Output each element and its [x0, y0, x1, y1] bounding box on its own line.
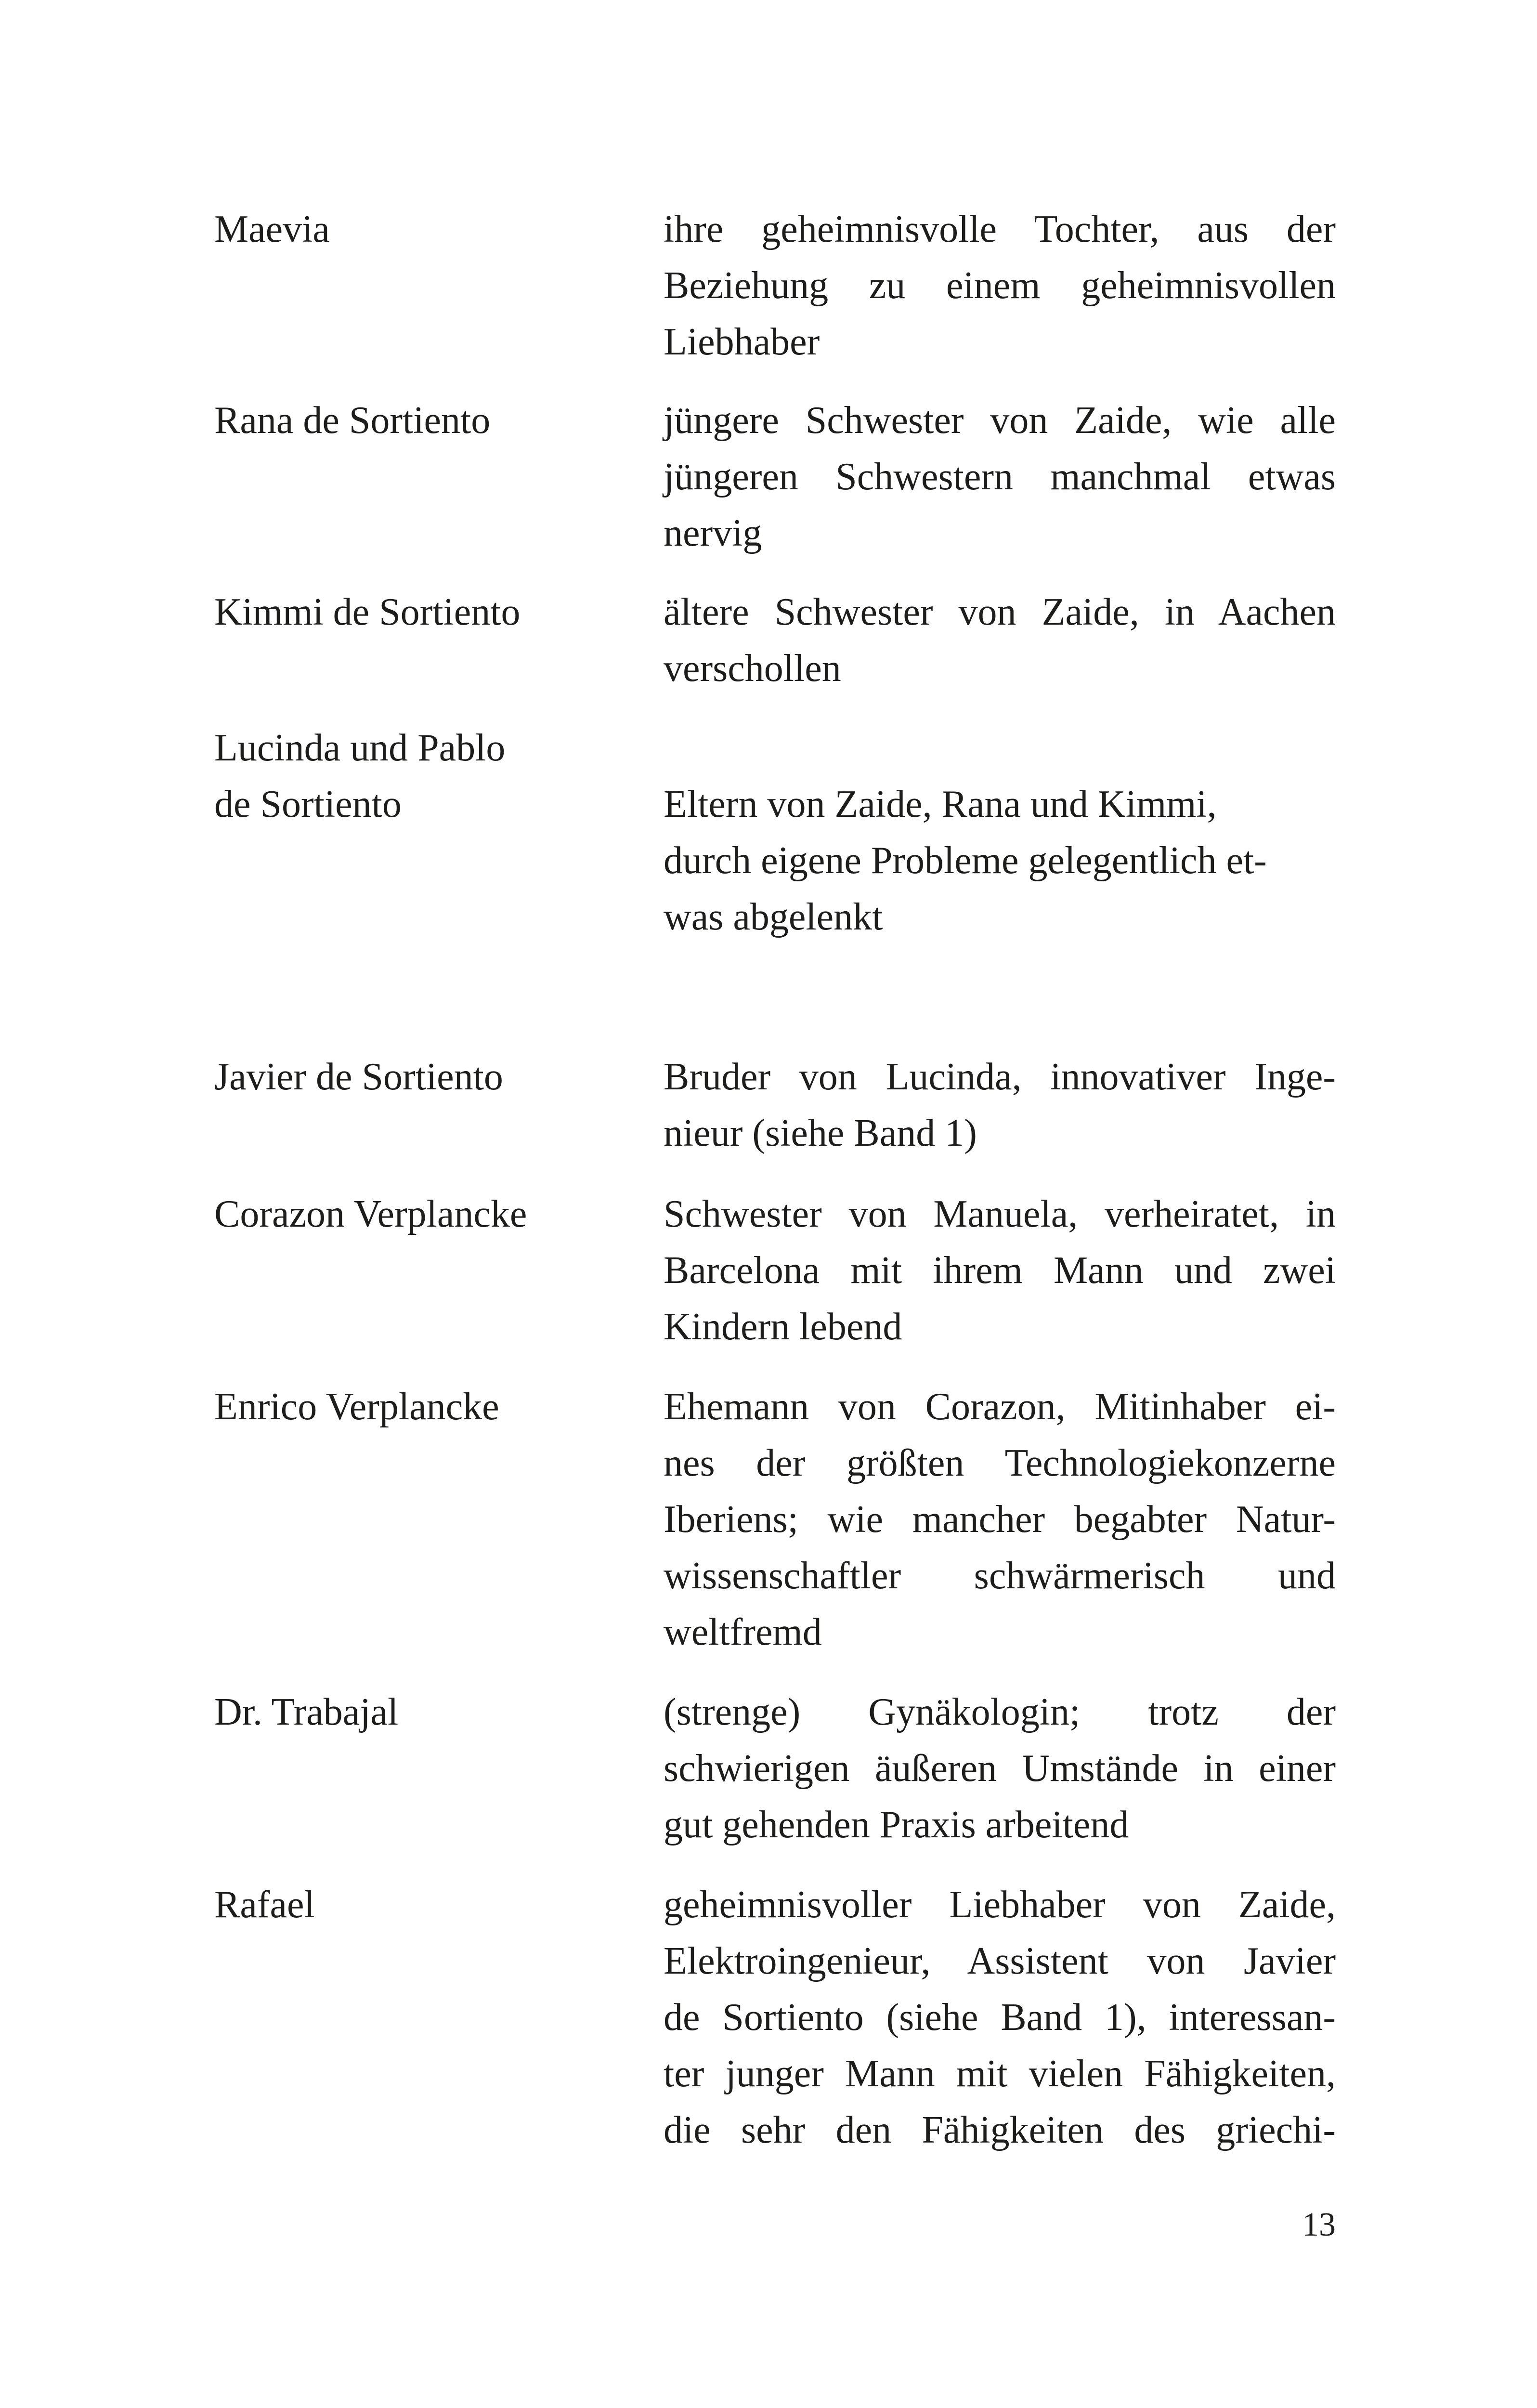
character-name: Rana de Sortiento	[214, 399, 491, 442]
character-description-line: Ehemann von Corazon, Mitinhaber ei-	[664, 1386, 1336, 1428]
character-name: Javier de Sortiento	[214, 1056, 503, 1098]
character-name: Lucinda und Pablo	[214, 727, 506, 769]
character-description-line: Beziehung zu einem geheimnisvollen	[664, 264, 1336, 307]
character-description-line: was abgelenkt	[664, 896, 883, 938]
character-description-line: geheimnisvoller Liebhaber von Zaide,	[664, 1884, 1336, 1926]
character-description-line: ter junger Mann mit vielen Fähigkeiten,	[664, 2053, 1336, 2095]
character-description-line: gut gehenden Praxis arbeitend	[664, 1804, 1129, 1846]
character-description-line: jüngeren Schwestern manchmal etwas	[664, 456, 1336, 498]
character-description-line: de Sortiento (siehe Band 1), interessan-	[664, 1996, 1336, 2039]
character-description-line: Kindern lebend	[664, 1306, 902, 1348]
character-name-continued: de Sortiento	[214, 783, 402, 825]
character-name: Kimmi de Sortiento	[214, 591, 521, 633]
character-description-line: verschollen	[664, 647, 841, 690]
character-description-line: Liebhaber	[664, 321, 820, 363]
character-description-line: (strenge) Gynäkologin; trotz der	[664, 1691, 1336, 1733]
page-number: 13	[1302, 2206, 1336, 2243]
character-description-line: Schwester von Manuela, verheiratet, in	[664, 1193, 1336, 1235]
character-name: Maevia	[214, 208, 330, 250]
character-name: Enrico Verplancke	[214, 1386, 499, 1428]
character-description-line: durch eigene Probleme gelegentlich et-	[664, 839, 1267, 882]
character-description-line: die sehr den Fähigkeiten des griechi-	[664, 2109, 1336, 2151]
character-description-line: nieur (siehe Band 1)	[664, 1112, 977, 1154]
character-description-line: schwierigen äußeren Umstände in einer	[664, 1747, 1336, 1790]
character-description-line: ältere Schwester von Zaide, in Aachen	[664, 591, 1336, 633]
character-description-line: weltfremd	[664, 1611, 822, 1653]
character-description-line: wissenschaftler schwärmerisch und	[664, 1555, 1336, 1597]
character-description-line: jüngere Schwester von Zaide, wie alle	[664, 399, 1336, 442]
character-description-line: Eltern von Zaide, Rana und Kimmi,	[664, 783, 1217, 825]
character-name: Rafael	[214, 1884, 315, 1926]
character-description-line: Barcelona mit ihrem Mann und zwei	[664, 1249, 1336, 1292]
character-description-line: Elektroingenieur, Assistent von Javier	[664, 1940, 1336, 1982]
character-name: Corazon Verplancke	[214, 1193, 527, 1235]
character-description-line: nes der größten Technologiekonzerne	[664, 1442, 1336, 1484]
character-description-line: nervig	[664, 512, 762, 554]
character-name: Dr. Trabajal	[214, 1691, 399, 1733]
character-description-line: Iberiens; wie mancher begabter Natur-	[664, 1498, 1336, 1541]
character-description-line: Bruder von Lucinda, innovativer Inge-	[664, 1056, 1336, 1098]
character-description-line: ihre geheimnisvolle Tochter, aus der	[664, 208, 1336, 250]
